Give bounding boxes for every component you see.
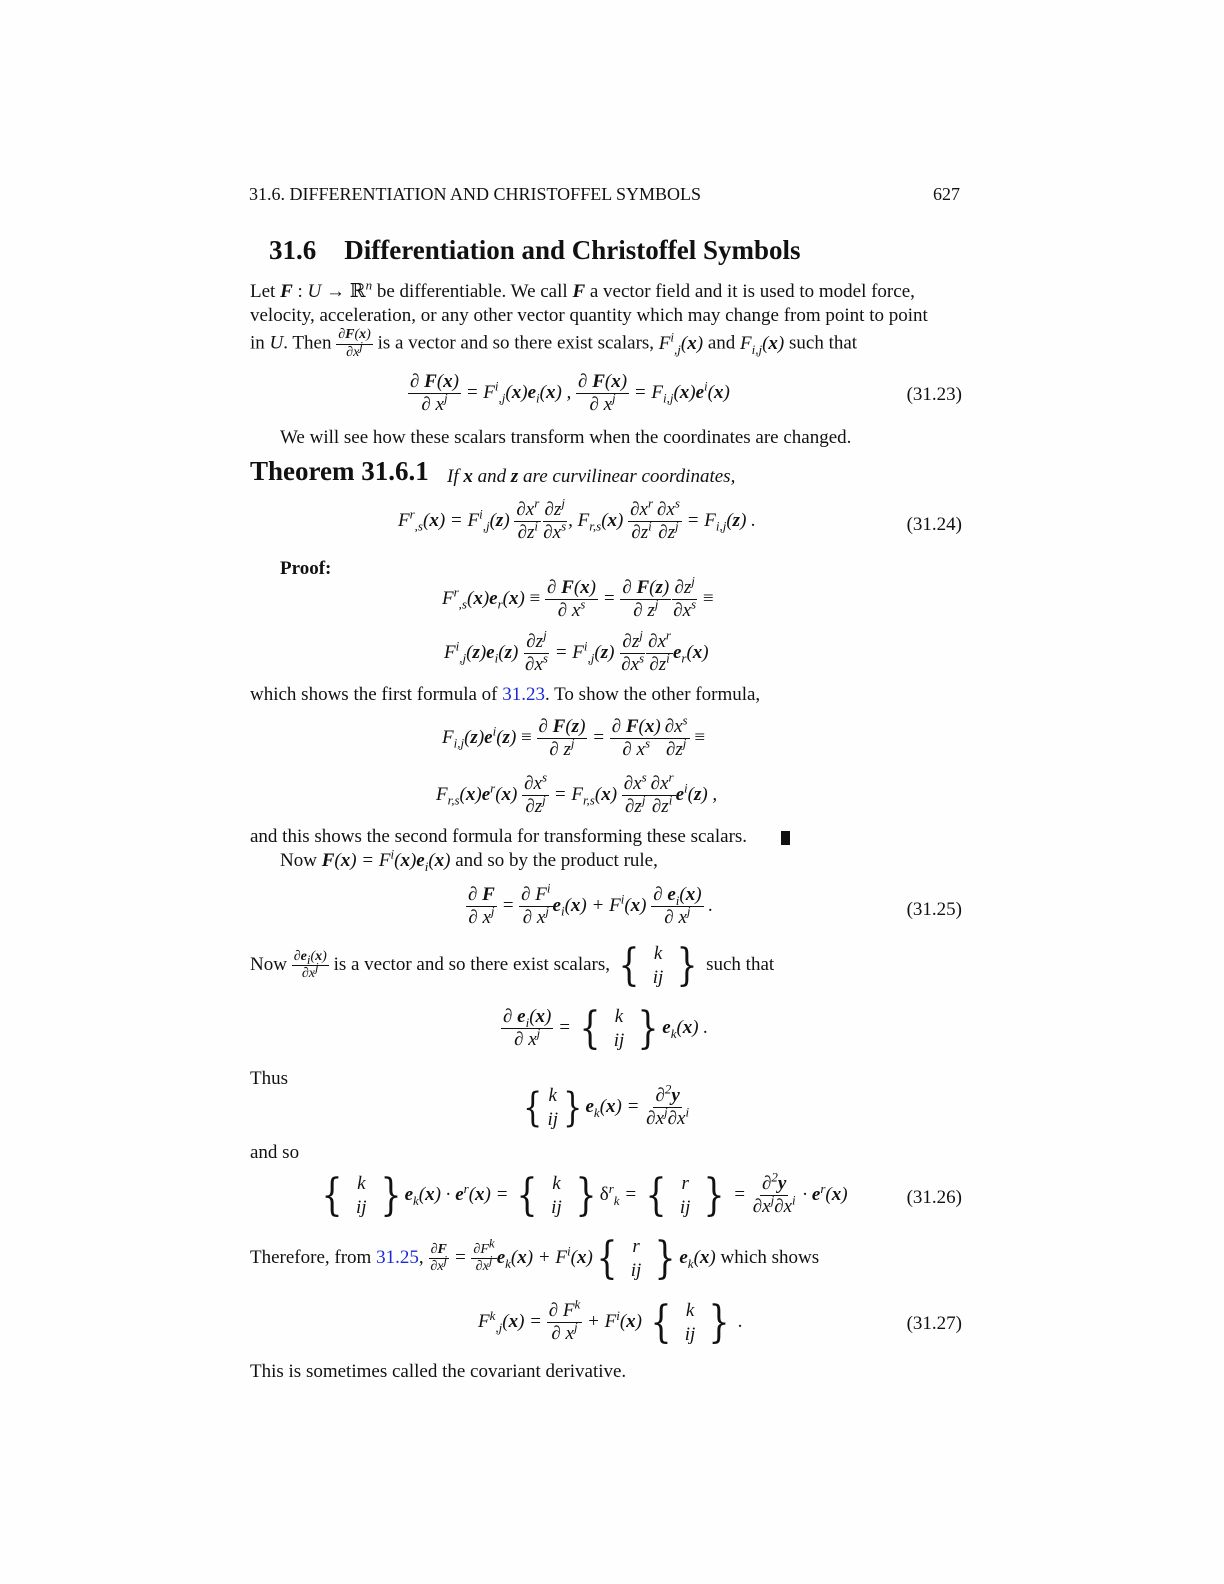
proof-equation-2a: $F_{i,j}(z)e^i(z)$ ≡ $\frac{\partial F(z)}{\partial z^j}$ = $\frac{\partial F(x)}{\partial x^s}$ $\frac{\partial x^s}{\partial z^j}$ ≡ bbox=[442, 712, 706, 760]
paragraph-first-formula: which shows the first formula of 31.23. To show the other formula, bbox=[250, 684, 761, 705]
proof-equation-1a: $F^r_{,s}(x)e_r(x)$ ≡ $\frac{\partial F(x)}{\partial x^s}$ = $\frac{\partial F(z)}{\partial z^j}$ $\frac{\partial z^j}{\partial x^s}$ ≡ bbox=[442, 573, 714, 621]
paragraph-christoffel: Now $\frac{\partial e_i(x)}{\partial x^j}$ is a vector and so there exist scalars, { k ij } such that bbox=[250, 939, 775, 991]
section-title: Differentiation and Christoffel Symbols bbox=[344, 235, 801, 265]
paragraph-second-formula: and this shows the second formula for transforming these scalars. bbox=[250, 826, 748, 847]
paragraph-transform: We will see how these scalars transform when the coordinates are changed. bbox=[280, 427, 852, 448]
ref-31-25[interactable]: 31.25 bbox=[376, 1247, 419, 1269]
ref-31-23[interactable]: 31.23 bbox=[502, 684, 545, 705]
proof-equation-1b: $F^i_{,j}(z)e_i(z)$ $\frac{\partial z^j}{\partial x^s}$ = $F^i_{,j}(z)$ $\frac{\partial z^j}{\partial x^s}$ $\frac{\partial x^r}{\partial z^i}$ $e_r(x)$ bbox=[444, 627, 709, 675]
equation-31-27: $F^k_{,j}(x)$ = $\frac{\partial F^k}{\partial x^j}$ + $F^i(x)$ { k ij } . bbox=[478, 1296, 743, 1348]
and-so-label: and so bbox=[250, 1142, 300, 1163]
equation-number-31-27: (31.27) bbox=[906, 1313, 962, 1334]
thus-label: Thus bbox=[250, 1068, 288, 1089]
paragraph-line-2: velocity, acceleration, or any other vector quantity which may change from point to point bbox=[250, 305, 928, 326]
equation-christoffel-def: $\frac{\partial e_i(x)}{\partial x^j}$ = { k ij } $e_k(x)$ . bbox=[503, 1002, 709, 1054]
running-header: 31.6. DIFFERENTIATION AND CHRISTOFFEL SYMBOLS bbox=[249, 184, 702, 204]
closing-sentence: This is sometimes called the covariant derivative. bbox=[250, 1361, 627, 1382]
proof-label: Proof: bbox=[280, 558, 332, 579]
section-number: 31.6 bbox=[269, 235, 317, 265]
theorem-label: Theorem 31.6.1 bbox=[250, 456, 429, 486]
paragraph-line-1: Let F : U → ℝ$^n$ be differentiable. We call F a vector field and it is used to model force, bbox=[250, 277, 915, 302]
equation-number-31-25: (31.25) bbox=[906, 899, 962, 920]
equation-31-25: $\frac{\partial F}{\partial x^j}$ = $\frac{\partial F^i}{\partial x^j}$ $e_i(x) + F^i(x)$ $\frac{\partial e_i(x)}{\partial x^j}$ . bbox=[468, 880, 714, 928]
equation-number-31-24: (31.24) bbox=[906, 514, 962, 535]
section-heading bbox=[269, 234, 801, 266]
paragraph-therefore: Therefore, from 31.25, $\frac{\partial F}{\partial x^j}$ = $\frac{\partial F^k}{\partial x^j}$ $e_k(x) + F^i(x)$ { r ij } $e_k(x)$ which shows bbox=[250, 1232, 820, 1284]
equation-second-derivative: { k ij } $e_k(x)$ = $\frac{\partial^2y}{\partial x^j\partial x^i}$ bbox=[523, 1081, 690, 1131]
equation-31-26: { k ij } $e_k(x) \cdot e^r(x)$ = { k ij } $\delta^r_k$ = { r ij } = $\frac{\partial^2y}{\partial x^j\partial x^i}$ · $e^r(x)$ bbox=[321, 1169, 848, 1221]
equation-number-31-23: (31.23) bbox=[906, 384, 962, 405]
qed-box-icon bbox=[781, 831, 790, 845]
paragraph-product-rule: Now $F(x) = F^i(x)e_i(x)$ and so by the product rule, bbox=[280, 846, 658, 874]
theorem-statement: If x and z are curvilinear coordinates, bbox=[447, 466, 736, 487]
proof-equation-2b: $F_{r,s}(x)e^r(x)$ $\frac{\partial x^s}{\partial z^j}$ = $F_{r,s}(x)$ $\frac{\partial x^s}{\partial z^j}$ $\frac{\partial x^r}{\partial z^i}$ $e^i(z)$ , bbox=[436, 769, 718, 817]
page-number: 627 bbox=[933, 184, 960, 204]
equation-31-23: $\frac{\partial F(x)}{\partial x^j}$ = $F^i_{,j}(x)e_i(x)$ , $\frac{\partial F(x)}{\partial x^j}$ = $F_{i,j}(x)e^i(x)$ bbox=[410, 371, 730, 415]
equation-number-31-26: (31.26) bbox=[906, 1187, 962, 1208]
paragraph-line-3: in U. Then $\frac{\partial F(x)}{\partial x^j}$ is a vector and so there exist scalars, $F^i_{,j}(x)$ and $F_{i,j}(x)$ such that bbox=[250, 327, 858, 360]
equation-31-24: $F^r_{,s}(x) = F^i_{,j}(z)$ $\frac{\partial x^r}{\partial z^i}$ $\frac{\partial z^j}{\partial x^s}$ , $F_{r,s}(x)$ $\frac{\partial x^r}{\partial z^i}$ $\frac{\partial x^s}{\partial z^j}$ = $F_{i,j}(z)$ . bbox=[398, 495, 756, 543]
